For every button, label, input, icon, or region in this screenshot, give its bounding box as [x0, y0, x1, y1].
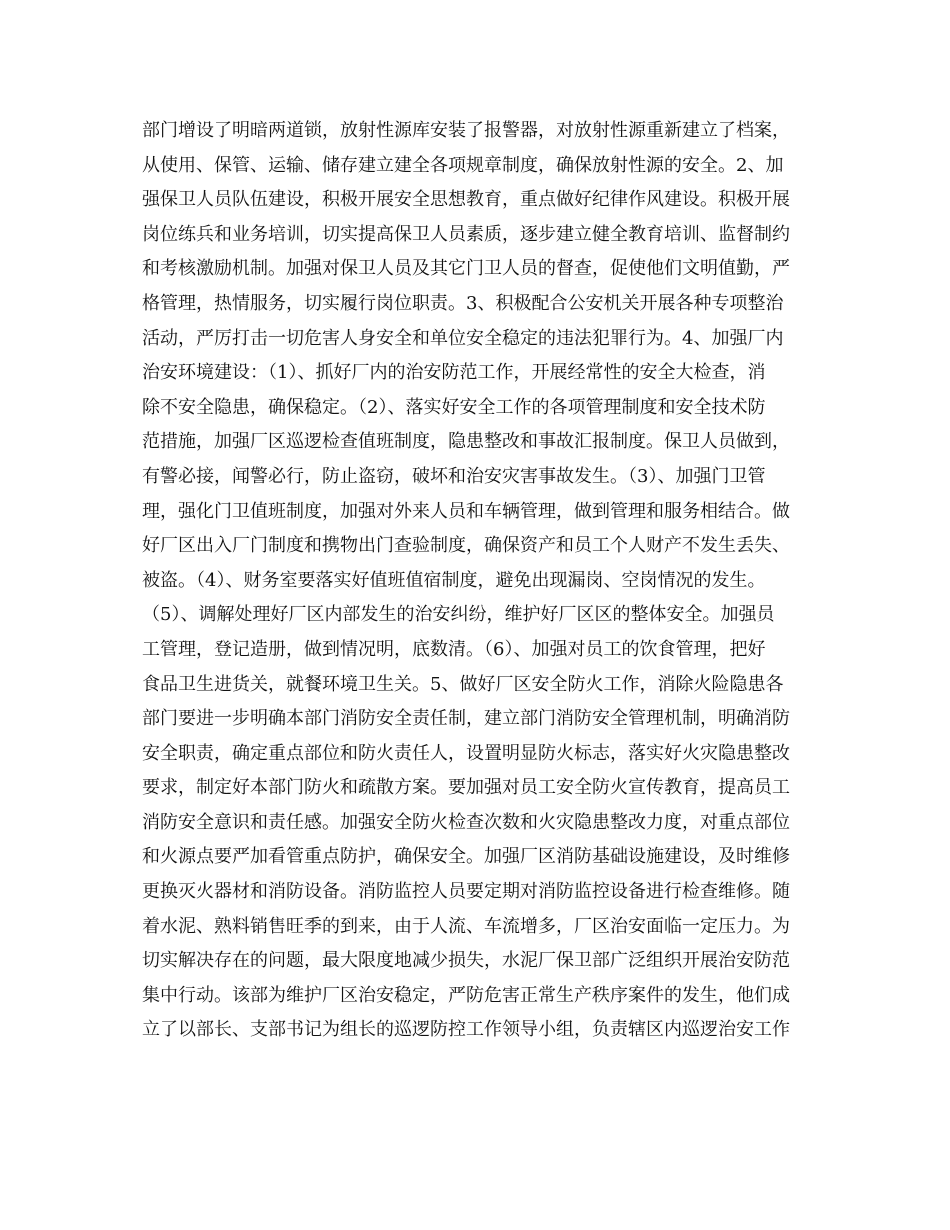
text-line: 岗位练兵和业务培训，切实提高保卫人员素质，逐步建立健全教育培训、监督制约 [142, 223, 790, 245]
body-text [142, 114, 822, 1048]
text-line: 安全职责，确定重点部位和防火责任人，设置明显防火标志，落实好火灾隐患整改 [142, 742, 790, 764]
text-line: 治安环境建设：（1）、抓好厂内的治安防范工作，开展经常性的安全大检查，消 [142, 362, 766, 384]
text-line: 更换灭火器材和消防设备。消防监控人员要定期对消防监控设备进行检查维修。随 [142, 881, 790, 903]
text-line: 活动，严厉打击一切危害人身安全和单位安全稳定的违法犯罪行为。4、加强厂内 [142, 327, 784, 349]
text-line: （5）、调解处理好厂区内部发生的治安纠纷，维护好厂区区的整体安全。加强员 [142, 604, 775, 626]
text-line: 从使用、保管、运输、储存建立建全各项规章制度，确保放射性源的安全。2、加 [142, 154, 784, 176]
text-line: 有警必接，闻警必行，防止盗窃，破坏和治安灾害事故发生。（3）、加强门卫管 [142, 465, 766, 487]
text-line: 食品卫生进货关，就餐环境卫生关。5、做好厂区安全防火工作，消除火险隐患各 [142, 673, 784, 695]
text-line: 和考核激励机制。加强对保卫人员及其它门卫人员的督查，促使他们文明值勤，严 [142, 258, 790, 280]
text-line: 消防安全意识和责任感。加强安全防火检查次数和火灾隐患整改力度，对重点部位 [142, 811, 790, 833]
text-line: 除不安全隐患，确保稳定。（2）、落实好安全工作的各项管理制度和安全技术防 [142, 396, 766, 418]
text-line: 格管理，热情服务，切实履行岗位职责。3、积极配合公安机关开展各种专项整治 [142, 292, 784, 314]
text-line: 好厂区出入厂门制度和携物出门查验制度，确保资产和员工个人财产不发生丢失、 [142, 535, 790, 557]
text-line: 集中行动。该部为维护厂区治安稳定，严防危害正常生产秩序案件的发生，他们成 [142, 984, 790, 1006]
text-line: 强保卫人员队伍建设，积极开展安全思想教育，重点做好纪律作风建设。积极开展 [142, 189, 790, 211]
text-line: 理，强化门卫值班制度，加强对外来人员和车辆管理，做到管理和服务相结合。做 [142, 500, 790, 522]
text-line: 被盗。（4）、财务室要落实好值班值宿制度，避免出现漏岗、空岗情况的发生。 [142, 569, 766, 591]
text-line: 工管理，登记造册，做到情况明，底数清。（6）、加强对员工的饮食管理，把好 [142, 638, 766, 660]
text-line: 和火源点要严加看管重点防护，确保安全。加强厂区消防基础设施建设，及时维修 [142, 846, 790, 868]
text-line: 范措施，加强厂区巡逻检查值班制度，隐患整改和事故汇报制度。保卫人员做到， [142, 431, 790, 453]
text-line: 着水泥、熟料销售旺季的到来，由于人流、车流增多，厂区治安面临一定压力。为 [142, 915, 790, 937]
text-line: 部门增设了明暗两道锁，放射性源库安装了报警器，对放射性源重新建立了档案， [142, 120, 790, 141]
text-line: 立了以部长、支部书记为组长的巡逻防控工作领导小组，负责辖区内巡逻治安工作 [142, 1019, 790, 1041]
text-line: 部门要进一步明确本部门消防安全责任制，建立部门消防安全管理机制，明确消防 [142, 708, 790, 730]
text-line: 要求，制定好本部门防火和疏散方案。要加强对员工安全防火宣传教育，提高员工 [142, 777, 790, 799]
text-line: 切实解决存在的问题，最大限度地减少损失，水泥厂保卫部广泛组织开展治安防范 [142, 950, 790, 972]
